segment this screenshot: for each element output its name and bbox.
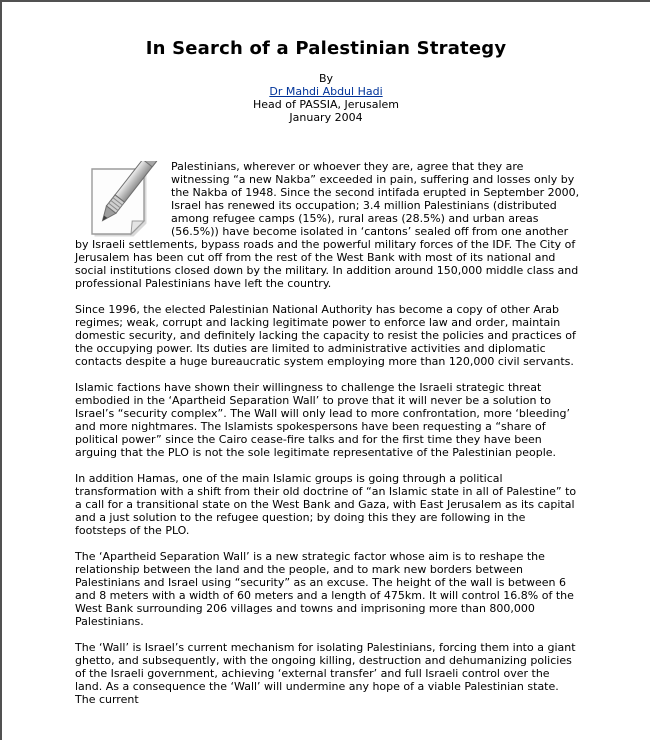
paragraph: The ‘Apartheid Separation Wall’ is a new strategic factor whose aim is to reshape the relationship between the land and the people, and to mark new borders between Palestinians and Israel using “security” as an excuse. The height of the wall is between 6 and 8 meters with a width of 60 meters and a length of 475km. It will control 16.8% of the West Bank surrounding 206 villages and towns and imprisoning more than 800,000 Palestinians. [75,550,574,628]
author-line [2,85,650,98]
paragraph: The ‘Wall’ is Israel’s current mechanism for isolating Palestinians, forcing them into a giant ghetto, and subsequently, with the ongoing killing, destruction and dehumanizing policies of the Israeli government, achieving ‘external transfer’ and full Israeli control over the land. As a consequence the ‘Wall’ will undermine any hope of a viable Palestinian state. The current [75,641,576,706]
paragraph: Since 1996, the elected Palestinian National Authority has become a copy of other Arab regimes; weak, corrupt and lacking legitimate power to enforce law and order, maintain domestic security, and definitely lacking the capacity to resist the policies and practices of the occupying power. Its duties are limited to administrative activities and diplomatic contacts despite a huge bureaucratic system employing more than 120,000 civil servants. [75,303,576,368]
paragraph: Islamic factions have shown their willingness to challenge the Israeli strategic threat embodied in the ‘Apartheid Separation Wall’ to prove that it will never be a solution to Israel’s “security complex”. The Wall will only lead to more confrontation, more ‘bleeding’ and more nightmares. The Islamists spokespersons have been requesting a “share of political power” since the Cairo cease-fire talks and for the first time they have been arguing that the PLO is not the sole legitimate representative of the Palestinian people. [75,381,570,459]
page-title: In Search of a Palestinian Strategy [145,38,507,59]
pencil-note-icon [77,161,159,237]
author-role: Head of PASSIA, Jerusalem [252,98,400,111]
document-meta [2,72,650,124]
paragraph: Palestinians, wherever or whoever they are, agree that they are witnessing “a new Nakba” exceeded in pain, suffering and losses only by the Nakba of 1948. Since the second intifada erupted in September 2000, Israel has renewed its occupation; 3.4 million Palestinians (distributed among refugee camps (15%), rural areas (28.5%) and urban areas (56.5%)) have become isolated in ‘cantons’ sealed off from one another by Israeli settlements, bypass roads and the powerful military forces of the IDF. The City of Jerusalem has been cut off from the rest of the West Bank with most of its national and social institutions closed down by the military. In addition around 150,000 middle class and professional Palestinians have left the country. [75,160,580,290]
author-link[interactable]: Dr Mahdi Abdul Hadi [269,85,383,98]
paragraph-list [75,160,580,706]
paragraph: In addition Hamas, one of the main Islamic groups is going through a political transformation with a shift from their old doctrine of “an Islamic state in all of Palestine” to a call for a transitional state on the West Bank and Gaza, with East Jerusalem as its capital and a just solution to the refugee question; by doing this they are following in the footsteps of the PLO. [75,472,577,537]
article-body [75,160,580,706]
document-date: January 2004 [289,111,363,124]
byline: By [318,72,334,85]
